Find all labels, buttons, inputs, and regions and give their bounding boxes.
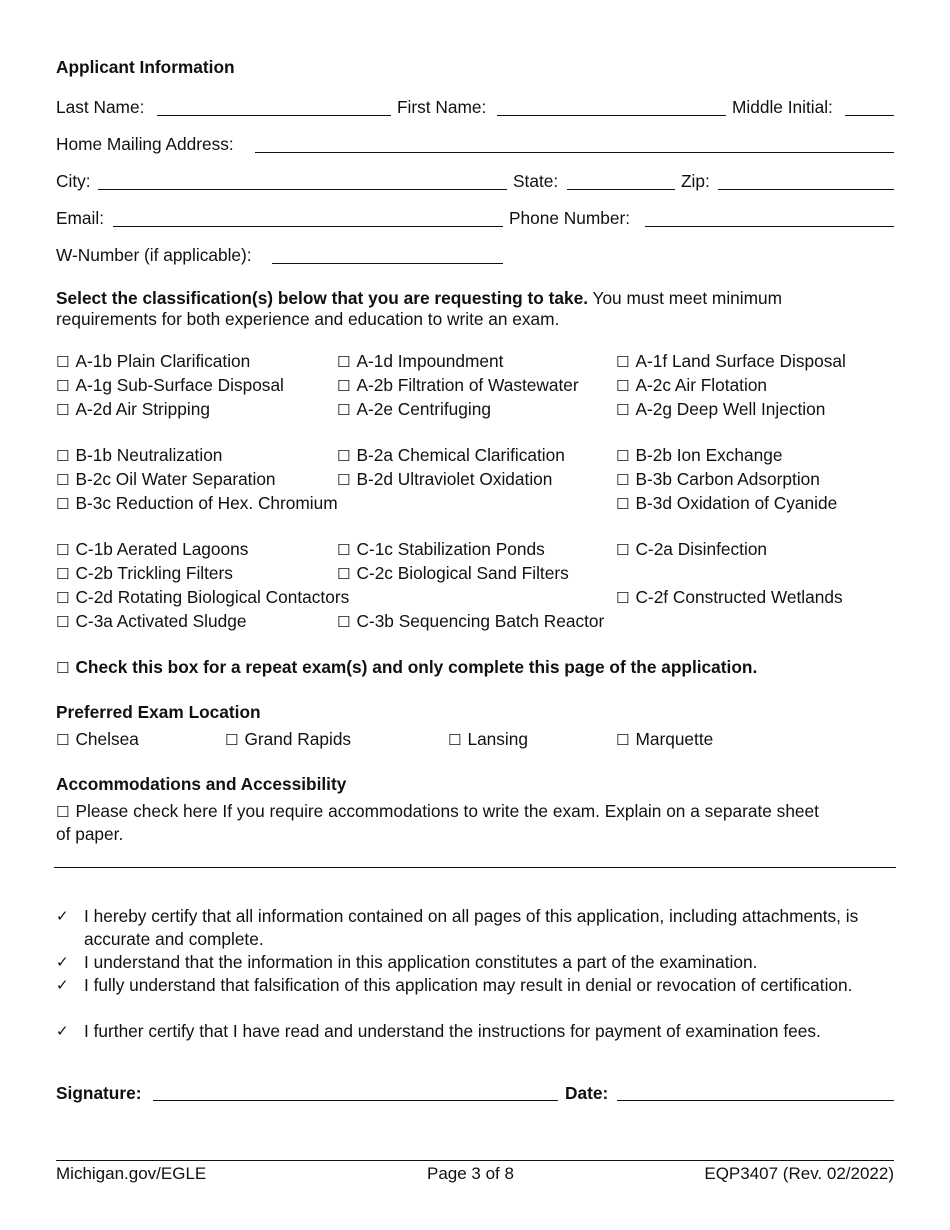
- checkbox-c-2f[interactable]: [616, 587, 843, 608]
- email-label: Email:: [56, 208, 105, 228]
- checkbox-icon[interactable]: ☐: [56, 659, 70, 677]
- first-name-label: First Name:: [397, 97, 487, 117]
- checkbox-icon[interactable]: ☐: [56, 541, 70, 559]
- checkbox-icon[interactable]: ☐: [616, 731, 630, 749]
- checkbox-a-2g[interactable]: [616, 399, 825, 420]
- zip-field[interactable]: [718, 189, 894, 190]
- checkbox-b-3c[interactable]: [56, 493, 338, 514]
- checkbox-b-3d[interactable]: [616, 493, 837, 514]
- repeat-exam-label: Check this box for a repeat exam(s) and only complete this page of the application.: [75, 657, 758, 677]
- checkbox-label: C-2a Disinfection: [635, 539, 768, 559]
- date-label: Date:: [565, 1083, 609, 1103]
- checkbox-location-lansing[interactable]: [448, 729, 528, 750]
- certification-item: I hereby certify that all information contained on all pages of this application, including attachments, is accurate and complete.: [84, 906, 859, 949]
- checkbox-icon[interactable]: ☐: [448, 731, 462, 749]
- checkbox-icon[interactable]: ☐: [616, 353, 630, 371]
- city-field[interactable]: [98, 189, 507, 190]
- checkbox-location-grand-rapids[interactable]: [225, 729, 351, 750]
- checkbox-label: Grand Rapids: [244, 729, 352, 749]
- checkbox-c-3b[interactable]: [337, 611, 604, 632]
- checkbox-label: A-1f Land Surface Disposal: [635, 351, 846, 371]
- last-name-field[interactable]: [157, 115, 391, 116]
- checkbox-label: A-2b Filtration of Wastewater: [356, 375, 579, 395]
- checkbox-icon[interactable]: ☐: [56, 613, 70, 631]
- checkbox-label: B-2d Ultraviolet Oxidation: [356, 469, 553, 489]
- checkmark-icon: ✓: [56, 907, 69, 925]
- checkbox-icon[interactable]: ☐: [337, 377, 351, 395]
- certification-item: I further certify that I have read and understand the instructions for payment of examination fees.: [84, 1021, 821, 1041]
- footer-page-number: Page 3 of 8: [427, 1164, 514, 1183]
- checkbox-b-1b[interactable]: [56, 445, 222, 466]
- checkbox-icon[interactable]: ☐: [225, 731, 239, 749]
- checkbox-location-marquette[interactable]: [616, 729, 713, 750]
- checkbox-label: A-2c Air Flotation: [635, 375, 768, 395]
- checkbox-icon[interactable]: ☐: [616, 495, 630, 513]
- middle-initial-field[interactable]: [845, 115, 894, 116]
- checkbox-icon[interactable]: ☐: [337, 565, 351, 583]
- signature-field[interactable]: [153, 1100, 558, 1101]
- wnumber-field[interactable]: [272, 263, 503, 264]
- applicant-heading: Applicant Information: [56, 57, 235, 77]
- checkbox-label: A-1g Sub-Surface Disposal: [75, 375, 284, 395]
- checkbox-accommodations[interactable]: [56, 801, 819, 822]
- checkbox-a-1g[interactable]: [56, 375, 284, 396]
- footer-divider: [56, 1160, 894, 1161]
- checkbox-c-3a[interactable]: [56, 611, 246, 632]
- checkbox-icon[interactable]: ☐: [616, 377, 630, 395]
- checkbox-label: A-1d Impoundment: [356, 351, 504, 371]
- middle-initial-label: Middle Initial:: [732, 97, 833, 117]
- checkbox-label: C-2f Constructed Wetlands: [635, 587, 843, 607]
- checkbox-b-2b[interactable]: [616, 445, 782, 466]
- checkbox-label: B-3b Carbon Adsorption: [635, 469, 820, 489]
- state-field[interactable]: [567, 189, 675, 190]
- checkbox-c-2d[interactable]: [56, 587, 349, 608]
- email-field[interactable]: [113, 226, 503, 227]
- checkbox-b-2d[interactable]: [337, 469, 552, 490]
- checkbox-icon[interactable]: ☐: [616, 589, 630, 607]
- checkbox-repeat-exam[interactable]: [56, 657, 757, 678]
- checkbox-label: C-2c Biological Sand Filters: [356, 563, 569, 583]
- checkmark-icon: ✓: [56, 1022, 69, 1040]
- state-label: State:: [513, 171, 559, 191]
- checkbox-label: Marquette: [635, 729, 714, 749]
- checkbox-label: C-1b Aerated Lagoons: [75, 539, 249, 559]
- classification-intro: [56, 288, 782, 308]
- checkbox-label: A-2e Centrifuging: [356, 399, 491, 419]
- checkbox-a-1b[interactable]: [56, 351, 250, 372]
- section-divider: [54, 867, 896, 868]
- signature-label: Signature:: [56, 1083, 142, 1103]
- city-label: City:: [56, 171, 91, 191]
- checkbox-icon[interactable]: ☐: [56, 731, 70, 749]
- checkbox-b-2a[interactable]: [337, 445, 565, 466]
- zip-label: Zip:: [681, 171, 710, 191]
- checkbox-label: C-3b Sequencing Batch Reactor: [356, 611, 605, 631]
- checkbox-label: A-2d Air Stripping: [75, 399, 210, 419]
- footer-form-id: EQP3407 (Rev. 02/2022): [704, 1164, 894, 1183]
- checkbox-icon[interactable]: ☐: [616, 401, 630, 419]
- checkbox-label: C-2b Trickling Filters: [75, 563, 233, 583]
- checkbox-a-1d[interactable]: [337, 351, 503, 372]
- checkbox-a-2c[interactable]: [616, 375, 767, 396]
- classification-intro-rest: You must meet minimum: [588, 288, 783, 308]
- checkbox-label: C-2d Rotating Biological Contactors: [75, 587, 350, 607]
- checkbox-label: Lansing: [467, 729, 528, 749]
- classification-intro-line2: requirements for both experience and education to write an exam.: [56, 309, 560, 329]
- checkbox-icon[interactable]: ☐: [337, 353, 351, 371]
- checkbox-icon[interactable]: ☐: [56, 589, 70, 607]
- checkbox-icon[interactable]: ☐: [56, 565, 70, 583]
- checkbox-icon[interactable]: ☐: [56, 447, 70, 465]
- checkbox-icon[interactable]: ☐: [337, 541, 351, 559]
- checkbox-icon[interactable]: ☐: [616, 541, 630, 559]
- checkbox-label: Chelsea: [75, 729, 139, 749]
- accommodations-label-line2: of paper.: [56, 824, 124, 844]
- checkbox-a-1f[interactable]: [616, 351, 846, 372]
- checkbox-icon[interactable]: ☐: [337, 613, 351, 631]
- checkbox-icon[interactable]: ☐: [56, 401, 70, 419]
- checkbox-a-2e[interactable]: [337, 399, 491, 420]
- accommodations-label: Please check here If you require accommodations to write the exam. Explain on a separate sheet: [75, 801, 819, 821]
- checkbox-b-3b[interactable]: [616, 469, 820, 490]
- checkbox-label: A-2g Deep Well Injection: [635, 399, 826, 419]
- checkbox-c-1b[interactable]: [56, 539, 248, 560]
- checkbox-b-2c[interactable]: [56, 469, 276, 490]
- checkbox-location-chelsea[interactable]: [56, 729, 139, 750]
- date-field[interactable]: [617, 1100, 894, 1101]
- checkbox-icon[interactable]: ☐: [616, 471, 630, 489]
- checkbox-icon[interactable]: ☐: [56, 353, 70, 371]
- checkbox-label: B-1b Neutralization: [75, 445, 223, 465]
- checkbox-icon[interactable]: ☐: [56, 803, 70, 821]
- checkbox-icon[interactable]: ☐: [616, 447, 630, 465]
- checkbox-label: B-2c Oil Water Separation: [75, 469, 276, 489]
- checkbox-icon[interactable]: ☐: [337, 471, 351, 489]
- checkbox-label: A-1b Plain Clarification: [75, 351, 251, 371]
- checkbox-label: C-1c Stabilization Ponds: [356, 539, 545, 559]
- checkmark-icon: ✓: [56, 953, 69, 971]
- checkbox-icon[interactable]: ☐: [337, 401, 351, 419]
- checkbox-label: B-2b Ion Exchange: [635, 445, 783, 465]
- wnumber-label: W-Number (if applicable):: [56, 245, 252, 265]
- checkbox-icon[interactable]: ☐: [56, 471, 70, 489]
- address-label: Home Mailing Address:: [56, 134, 234, 154]
- location-heading: Preferred Exam Location: [56, 702, 261, 722]
- checkbox-c-1c[interactable]: [337, 539, 545, 560]
- accommodations-heading: Accommodations and Accessibility: [56, 774, 347, 794]
- checkbox-c-2a[interactable]: [616, 539, 767, 560]
- checkbox-c-2c[interactable]: [337, 563, 569, 584]
- phone-field[interactable]: [645, 226, 894, 227]
- certification-item: I understand that the information in this application constitutes a part of the examination.: [84, 952, 758, 972]
- checkbox-a-2b[interactable]: [337, 375, 579, 396]
- footer-website: Michigan.gov/EGLE: [56, 1164, 207, 1183]
- certification-item: I fully understand that falsification of this application may result in denial or revocation of certification.: [84, 975, 853, 995]
- checkbox-icon[interactable]: ☐: [56, 377, 70, 395]
- checkbox-label: B-3d Oxidation of Cyanide: [635, 493, 838, 513]
- first-name-field[interactable]: [497, 115, 726, 116]
- checkbox-label: C-3a Activated Sludge: [75, 611, 247, 631]
- checkbox-a-2d[interactable]: [56, 399, 210, 420]
- address-field[interactable]: [255, 152, 894, 153]
- last-name-label: Last Name:: [56, 97, 145, 117]
- checkbox-icon[interactable]: ☐: [56, 495, 70, 513]
- checkbox-c-2b[interactable]: [56, 563, 233, 584]
- checkbox-icon[interactable]: ☐: [337, 447, 351, 465]
- checkbox-label: B-2a Chemical Clarification: [356, 445, 565, 465]
- checkmark-icon: ✓: [56, 976, 69, 994]
- checkbox-label: B-3c Reduction of Hex. Chromium: [75, 493, 338, 513]
- phone-label: Phone Number:: [509, 208, 631, 228]
- classification-intro-bold: Select the classification(s) below that you are requesting to take.: [56, 288, 589, 308]
